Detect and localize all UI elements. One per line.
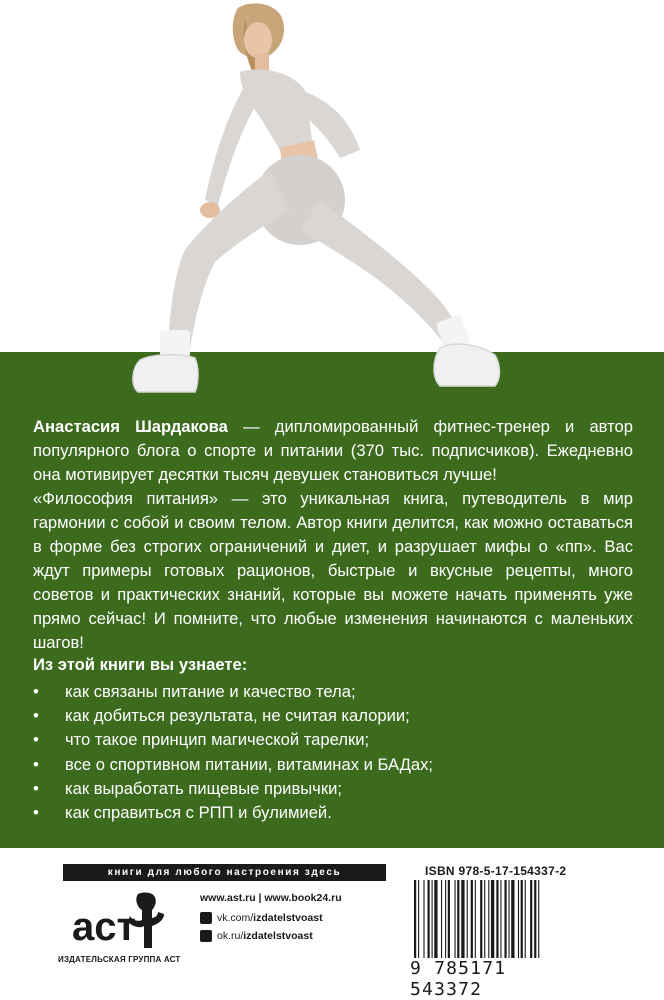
barcode-bar — [491, 880, 494, 958]
publisher-slogan: книги для любого настроения здесь — [63, 864, 386, 881]
barcode-bar — [418, 880, 419, 958]
barcode-bar — [441, 880, 442, 958]
barcode-bar — [534, 880, 536, 958]
barcode-bar — [445, 880, 446, 958]
barcode-bar — [500, 880, 501, 958]
list-item: • как добиться результата, не считая калории; — [33, 704, 633, 728]
barcode-bar — [511, 880, 514, 958]
ean-digits: 9 785171 543372 — [410, 958, 507, 1000]
publisher-sites[interactable]: www.ast.ru | www.book24.ru — [200, 892, 342, 904]
barcode-bar — [432, 880, 433, 958]
bullet-icon: • — [33, 706, 39, 726]
bullet-icon: • — [33, 682, 39, 701]
list-item: • как справиться с РПП и булимией. — [33, 801, 633, 825]
barcode-bar — [488, 880, 489, 958]
barcode-bar — [530, 880, 532, 958]
vk-icon — [200, 912, 212, 924]
ok-icon — [200, 930, 212, 942]
barcode-bar — [448, 880, 450, 958]
barcode-bar — [467, 880, 468, 958]
learn-list-title: Из этой книги вы узнаете: — [33, 655, 248, 674]
barcode-bar — [538, 880, 539, 958]
barcode-icon — [412, 880, 572, 960]
woman-figure-illustration — [0, 0, 664, 400]
bullet-icon: • — [33, 778, 39, 798]
list-item: • все о спортивном питании, витаминах и БАДах; — [33, 753, 633, 777]
ok-link[interactable]: ok.ru/izdatelstvoast — [200, 930, 313, 942]
author-bio: — дипломированный фитнес-тренер и автор популярного блога о спорте и питании (370 тыс. подписчиков). Ежедневно она мотивирует десятки тысяч девушек становиться лучше! — [33, 417, 633, 484]
isbn-label: ISBN 978-5-17-154337-2 — [425, 864, 567, 878]
vk-link[interactable]: vk.com/izdatelstvoast — [200, 912, 323, 924]
barcode-bar — [496, 880, 498, 958]
list-item: • как выработать пищевые привычки; — [33, 777, 633, 801]
barcode-bar — [484, 880, 485, 958]
barcode-bar — [525, 880, 526, 958]
book-description: «Философия питания» — это уникальная книга, путеводитель в мир гармонии с собой и своим телом. Автор книги делится, как можно оставаться в форме без строгих ограничений и диет, и разрушает мифы о «пп». Вас ждут примеры готовых рационов, быстрые и вкусные рецепты, много советов и практических знаний, которые вы можете начать применять уже прямо сейчас! И помните, что любые изменения начинаются с маленьких шагов! — [33, 489, 633, 652]
barcode-bar — [434, 880, 437, 958]
ast-logo-icon — [68, 890, 168, 952]
barcode-bar — [457, 880, 459, 958]
barcode-bar — [480, 880, 482, 958]
bullet-icon: • — [33, 730, 39, 750]
barcode-bar — [521, 880, 523, 958]
learn-list — [33, 680, 633, 825]
list-item: • как связаны питание и качество тела; — [33, 680, 633, 704]
barcode-bar — [504, 880, 506, 958]
barcode-bar — [471, 880, 473, 958]
bullet-icon: • — [33, 803, 39, 823]
author-name: Анастасия Шардакова — [33, 417, 228, 436]
barcode-bar — [509, 880, 510, 958]
author-paragraph — [33, 415, 633, 487]
barcode-bar — [475, 880, 476, 958]
barcode-bar — [423, 880, 424, 958]
barcode-bar — [414, 880, 416, 958]
barcode-bar — [455, 880, 456, 958]
bullet-icon: • — [33, 754, 39, 774]
ast-logo-text: аст — [72, 905, 137, 949]
barcode-bar — [461, 880, 464, 958]
publisher-caption: ИЗДАТЕЛЬСКАЯ ГРУППА АСТ — [58, 955, 181, 964]
barcode-bar — [518, 880, 519, 958]
barcode-bar — [428, 880, 430, 958]
list-item: • что такое принцип магической тарелки; — [33, 728, 633, 752]
